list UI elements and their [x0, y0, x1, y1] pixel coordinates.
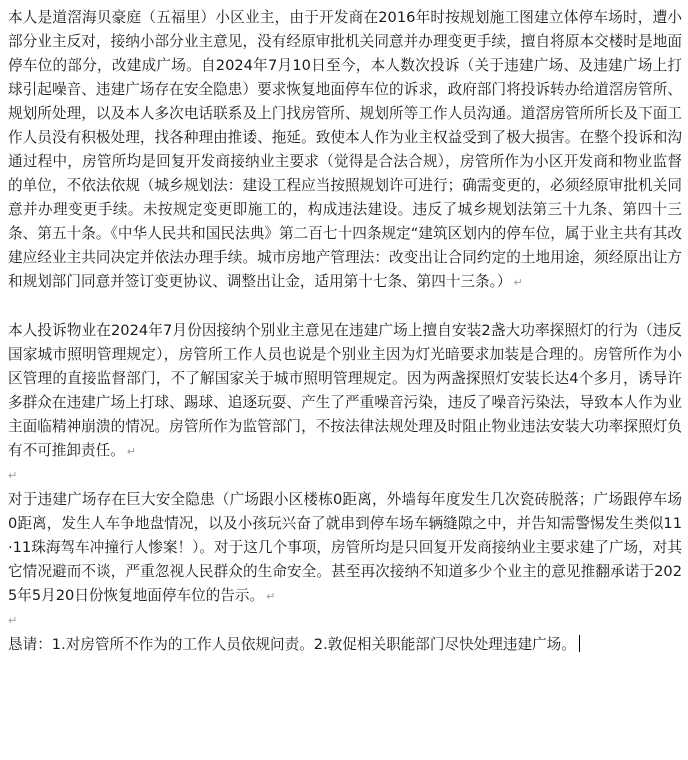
paragraph-mark-icon: ↵	[8, 469, 18, 482]
paragraph-3	[8, 488, 682, 609]
paragraph-1-text: 本人是道滘海贝豪庭（五福里）小区业主，由于开发商在2016年时按规划施工图建立体停车场时，遭小部分业主反对，接纳小部分业主意见，没有经原审批机关同意并办理变更手续，擅自将原本交楼时是地面停车位的部分，改建成广场。自2024年7月10日至今，本人数次投诉（关于违建广场、及违建广场上打球引起噪音、违建广场存在安全隐患）要求恢复地面停车位的诉求，政府部门将投诉转办给道滘房管所、规划所处理，以及本人多次电话联系及上门找房管所、规划所等工作人员沟通。道滘房管所所长及下面工作人员没有积极处理，找各种理由推诿、拖延。致使本人作为业主权益受到了极大损害。在整个投诉和沟通过程中，房管所均是回复开发商接纳业主要求（觉得是合法合规），房管所作为小区开发商和物业监督的单位，不依法依规（城乡规划法：建设工程应当按照规划许可进行；确需变更的，必须经原审批机关同意并办理变更手续。未按规定变更即施工的，构成违法建设。违反了城乡规划法第三十九条、第四十三条、第五十条。《中华人民共和国民法典》第二百七十四条规定“建筑区划内的停车位，属于业主共有其改建应经业主共同决定并依法办理手续。城市房地产管理法：改变出让合同约定的土地用途，须经原出让方和规划部门同意并签订变更协议、调整出让金，适用第十七条、第四十三条。）	[8, 9, 682, 290]
paragraph-mark-icon: ↵	[8, 614, 18, 627]
paragraph-2-text: 本人投诉物业在2024年7月份因接纳个别业主意见在违建广场上擅自安装2盏大功率探照灯的行为（违反国家城市照明管理规定），房管所工作人员也说是个别业主因为灯光暗要求加装是合理的。房管所作为小区管理的直接监督部门，不了解国家关于城市照明管理规定。因为两盏探照灯安装长达4个多月，诱导许多群众在违建广场上打球、踢球、追逐玩耍、产生了严重噪音污染，违反了噪音污染法，导致本人作为业主面临精神崩溃的情况。房管所作为监管部门，不按法律法规处理及时阻止物业违法安装大功率探照灯负有不可推卸责任。	[8, 322, 682, 459]
paragraph-4-text: 恳请：1.对房管所不作为的工作人员依规问责。2.敦促相关职能部门尽快处理违建广场。	[8, 636, 576, 653]
paragraph-3-text: 对于违建广场存在巨大安全隐患（广场跟小区楼栋0距离，外墙每年度发生几次瓷砖脱落；广场跟停车场0距离，发生人车争地盘情况，以及小孩玩兴奋了就串到停车场车辆缝隙之中，并告知需警惕发生类似11·11珠海驾车冲撞行人惨案！）。对于这几个事项，房管所均是只回复开发商接纳业主要求建了广场，对其它情况避而不谈，严重忽视人民群众的生命安全。甚至再次接纳不知道多少个业主的意见推翻承诺于2025年5月20日份恢复地面停车位的告示。	[8, 491, 682, 604]
empty-line	[8, 464, 682, 488]
empty-line	[8, 295, 682, 319]
empty-line	[8, 609, 682, 633]
paragraph-2	[8, 319, 682, 464]
paragraph-1	[8, 6, 682, 295]
paragraph-4	[8, 633, 682, 657]
paragraph-mark-icon: ↵	[266, 590, 276, 603]
text-cursor	[579, 635, 580, 652]
paragraph-mark-icon: ↵	[126, 445, 136, 458]
paragraph-mark-icon: ↵	[513, 276, 523, 289]
